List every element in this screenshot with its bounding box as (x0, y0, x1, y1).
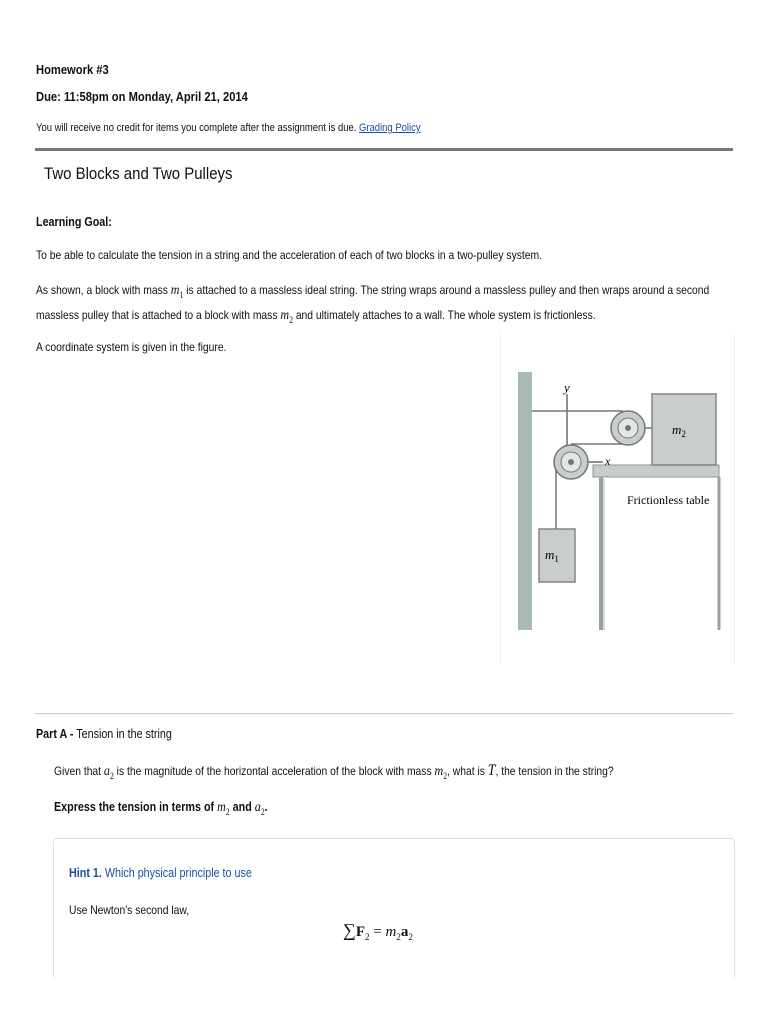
express-a2: $a_2$ (254, 800, 265, 817)
part-a-heading (36, 727, 172, 741)
y-axis-label: y (564, 380, 570, 395)
hint-1-toggle[interactable] (69, 866, 252, 880)
mass-m2-q: $m_2$ (434, 764, 448, 781)
accel-a2: $a_2$ (103, 764, 114, 781)
mass-m2: $m_2$ (280, 307, 293, 325)
pulley-diagram (501, 334, 734, 664)
problem-title: Two Blocks and Two Pulleys (44, 164, 233, 183)
express-instruction: Express the tension in terms of $m_2$ and $a_2$. (54, 800, 268, 817)
desc-part-c: and ultimately attaches to a wall. The whole system is frictionless. (295, 307, 596, 322)
table-label: Frictionless table (627, 493, 710, 507)
problem-description (36, 280, 715, 330)
learning-goal-label: Learning Goal: (36, 215, 112, 229)
part-divider (35, 713, 733, 714)
learning-goal-text: To be able to calculate the tension in a string and the acceleration of each of two blocks in a two-pulley system. (36, 248, 542, 262)
express-m2: $m_2$ (217, 800, 230, 817)
desc-part-b: is attached to a massless ideal string. The string wraps around a massless pulley and then wraps around a second massless pulley that is attached to a block with mass (36, 283, 710, 322)
hint-number: Hint 1. (69, 866, 102, 880)
tension-T: T (487, 762, 496, 779)
due-date: Due: 11:58pm on Monday, April 21, 2014 (36, 89, 248, 104)
mass-m1: $m_1$ (170, 283, 184, 300)
newton-equation: $\sum F_2 = m_2a_2$ (343, 920, 413, 942)
hint-text: Use Newton's second law, (69, 903, 190, 917)
section-divider (35, 148, 733, 151)
hint-title: Which physical principle to use (104, 866, 252, 880)
grading-policy-link[interactable]: Grading Policy (359, 122, 421, 134)
wall (518, 372, 532, 630)
part-a-label: Part A - (36, 727, 74, 741)
m1-label: $m_1$ (545, 547, 559, 564)
x-axis-label: x (605, 454, 611, 468)
credit-notice (36, 122, 421, 134)
desc-part-a: As shown, a block with mass (36, 283, 168, 297)
part-a-question: Given that $a_2$ is the magnitude of the horizontal acceleration of the block with mass $m_2$, what is T, the tension in the string? (54, 762, 614, 781)
table-top (593, 465, 719, 477)
pulley-figure (500, 334, 735, 664)
coordinate-note: A coordinate system is given in the figure. (36, 340, 227, 354)
part-a-title: Tension in the string (76, 727, 172, 741)
homework-title: Homework #3 (36, 62, 109, 77)
credit-notice-text: You will receive no credit for items you complete after the assignment is due. (36, 122, 357, 134)
m2-label: $m_2$ (672, 422, 686, 439)
